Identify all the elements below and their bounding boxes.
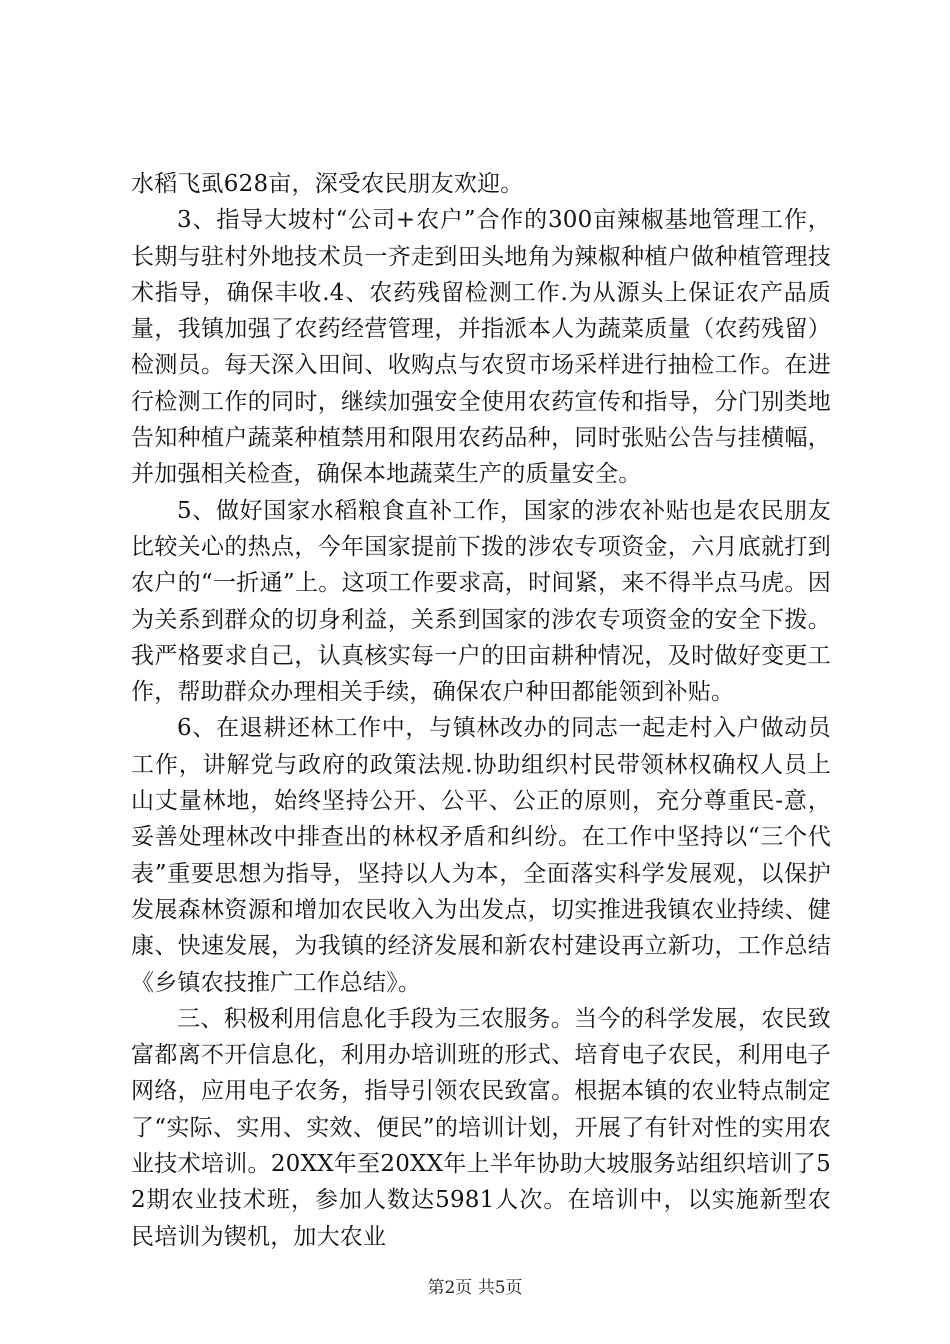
document-body xyxy=(131,166,831,1255)
page-number-indicator: 第2页 共5页 xyxy=(427,1278,523,1298)
paragraph-item-6: 6、在退耕还林工作中，与镇林改办的同志一起走村入户做动员工作，讲解党与政府的政策法规.协助组织村民带领林权确权人员上山丈量林地，始终坚持公开、公平、公正的原则，充分尊重民-意，妥善处理林改中排查出的林权矛盾和纠纷。在工作中坚持以“三个代表”重要思想为指导，坚持以人为本，全面落实科学发展观，以保护发展森林资源和增加农民收入为出发点，切实推进我镇农业持续、健康、快速发展，为我镇的经济发展和新农村建设再立新功，工作总结《乡镇农技推广工作总结》。 xyxy=(131,715,831,996)
paragraph-continuation: 水稻飞虱628亩，深受农民朋友欢迎。 xyxy=(131,171,524,197)
paragraph-item-3-4: 3、指导大坡村“公司+农户”合作的300亩辣椒基地管理工作，长期与驻村外地技术员一齐走到田头地角为辣椒种植户做种植管理技术指导，确保丰收.4、农药残留检测工作.为从源头上保证农产品质量，我镇加强了农药经营管理，并指派本人为蔬菜质量（农药残留）检测员。每天深入田间、收购点与农贸市场采样进行抽检工作。在进行检测工作的同时，继续加强安全使用农药宣传和指导，分门别类地告知种植户蔬菜种植禁用和限用农药品种，同时张贴公告与挂横幅，并加强相关检查，确保本地蔬菜生产的质量安全。 xyxy=(131,207,831,488)
paragraph-item-5: 5、做好国家水稻粮食直补工作，国家的涉农补贴也是农民朋友比较关心的热点，今年国家提前下拨的涉农专项资金，六月底就打到农户的“一折通”上。这项工作要求高，时间紧，来不得半点马虎。因为关系到群众的切身利益，关系到国家的涉农专项资金的安全下拨。我严格要求自己，认真核实每一户的田亩耕种情况，及时做好变更工作，帮助群众办理相关手续，确保农户种田都能领到补贴。 xyxy=(131,497,831,706)
page-footer xyxy=(0,1276,950,1300)
paragraph-section-3: 三、积极利用信息化手段为三农服务。当今的科学发展，农民致富都离不开信息化，利用办培训班的形式、培育电子农民，利用电子网络，应用电子农务，指导引领农民致富。根据本镇的农业特点制定了“实际、实用、实效、便民”的培训计划，开展了有针对性的实用农业技术培训。20XX年至20XX年上半年协助大坡服务站组织培训了52期农业技术班，参加人数达5981人次。在培训中，以实施新型农民培训为锲机，加大农业 xyxy=(131,1005,831,1250)
